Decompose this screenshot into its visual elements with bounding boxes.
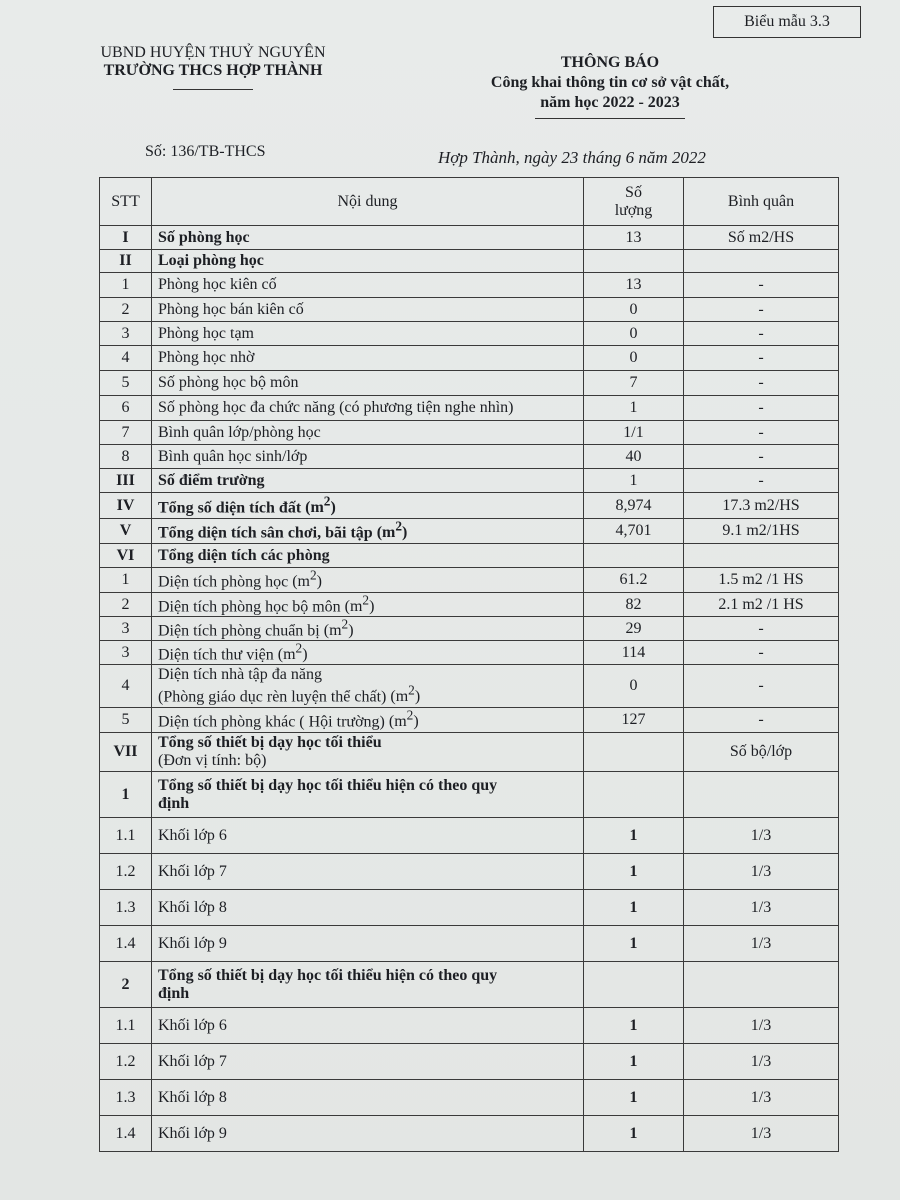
table-row [100,322,839,346]
row-content-text: Diện tích phòng chuẩn bị [158,621,320,639]
row-average: - [684,273,839,298]
row-stt: 1.4 [100,926,152,962]
row-content [152,1044,584,1080]
row-content-text: Khối lớp 6 [158,826,227,844]
table-body [100,226,839,1152]
row-quantity: 1 [584,818,684,854]
row-unit: $(m^2)$ [301,493,336,516]
row-average: - [684,346,839,371]
row-average: 1.5 m2 /1 HS [684,568,839,593]
row-stt: VI [100,544,152,568]
row-quantity: 0 [584,346,684,371]
row-average: - [684,322,839,346]
form-tag: Biểu mẫu 3.3 [713,6,861,38]
row-content [152,544,584,568]
org-divider [173,89,253,90]
row-content-text: Khối lớp 6 [158,1016,227,1034]
row-average: - [684,641,839,665]
row-stt: 5 [100,371,152,396]
row-content [152,371,584,396]
table-row [100,544,839,568]
row-quantity: 1 [584,396,684,421]
row-content-text: Tổng diện tích các phòng [158,546,330,564]
notice-subtitle: Công khai thông tin cơ sở vật chất, [490,74,730,91]
row-average: - [684,469,839,493]
row-quantity: 29 [584,617,684,641]
row-content [152,818,584,854]
unit-text: m [395,688,409,706]
issuing-organization [78,44,348,90]
row-quantity: 1 [584,890,684,926]
row-content [152,854,584,890]
table-row [100,493,839,519]
row-quantity: 40 [584,445,684,469]
row-average: 1/3 [684,890,839,926]
table-row [100,665,839,708]
row-unit: $(m^2)$ [340,592,375,615]
row-content-text: Khối lớp 8 [158,1088,227,1106]
row-content-text-line2: (Đơn vị tính: bộ) [158,752,267,769]
row-stt: 3 [100,641,152,665]
row-stt: 2 [100,298,152,322]
row-content [152,641,584,665]
row-quantity: 1/1 [584,421,684,445]
row-content-text: Tổng số thiết bị dạy học tối thiểu hiện có theo quy [158,966,498,984]
row-average [684,772,839,818]
row-content-text: Phòng học bán kiên cố [158,300,304,318]
notice-title: THÔNG BÁO [560,54,660,71]
table-row [100,469,839,493]
row-quantity [584,962,684,1008]
row-quantity: 1 [584,469,684,493]
date-line: Hợp Thành, ngày 23 tháng 6 năm 2022 [438,148,706,167]
row-content [152,772,584,818]
row-stt: II [100,250,152,273]
row-content-text-line2: định [158,794,190,812]
row-content-text: Khối lớp 7 [158,862,227,880]
row-stt: 1 [100,568,152,593]
row-unit: $(m^2)$ [386,682,421,706]
notice-divider [535,118,685,119]
row-content-text: Bình quân lớp/phòng học [158,423,321,441]
table-header-row [100,178,839,226]
row-quantity: 7 [584,371,684,396]
table-row [100,708,839,733]
header-quantity [584,178,684,226]
table-row [100,772,839,818]
row-quantity: 4,701 [584,519,684,544]
table-row [100,1008,839,1044]
row-content-text: Số điểm trường [158,471,265,489]
row-quantity: 1 [584,1008,684,1044]
row-content [152,469,584,493]
table-row [100,421,839,445]
row-content-text: Số phòng học đa chức năng (có phương tiện nghe nhìn) [158,399,514,417]
header-average: Bình quân [684,178,839,226]
row-average [684,250,839,273]
row-content [152,493,584,519]
row-content-text: Khối lớp 9 [158,1124,227,1142]
row-stt: 2 [100,962,152,1008]
row-average: 9.1 m2/1HS [684,519,839,544]
table-row [100,890,839,926]
row-stt: 4 [100,346,152,371]
row-content-text: Bình quân học sinh/lớp [158,447,308,465]
table-row [100,226,839,250]
row-stt: 1.2 [100,1044,152,1080]
row-content-text: Khối lớp 8 [158,898,227,916]
row-stt: 6 [100,396,152,421]
table-row [100,641,839,665]
row-stt: 1 [100,772,152,818]
row-average: 1/3 [684,1008,839,1044]
row-content [152,346,584,371]
row-quantity: 13 [584,226,684,250]
row-content-text: Tổng số diện tích đất [158,498,302,516]
row-content [152,519,584,544]
row-content-text: Diện tích thư viện [158,645,274,663]
row-average: - [684,617,839,641]
table-row [100,519,839,544]
row-stt: 1.3 [100,890,152,926]
row-stt: 1.1 [100,1008,152,1044]
row-quantity [584,250,684,273]
row-quantity: 1 [584,1080,684,1116]
row-quantity: 1 [584,854,684,890]
row-stt: 1 [100,273,152,298]
row-stt: 2 [100,593,152,617]
row-quantity: 1 [584,1044,684,1080]
row-quantity: 0 [584,322,684,346]
row-content [152,733,584,772]
header-quantity-line1: Số [625,183,642,201]
row-average [684,544,839,568]
row-content-text: Số phòng học bộ môn [158,374,299,392]
row-content [152,250,584,273]
row-average: 2.1 m2 /1 HS [684,593,839,617]
table-row [100,371,839,396]
table-row [100,733,839,772]
row-stt: 8 [100,445,152,469]
row-content-text: Diện tích phòng học bộ môn [158,597,341,615]
table-row [100,818,839,854]
row-content [152,226,584,250]
row-average: - [684,421,839,445]
row-average: Số bộ/lớp [684,733,839,772]
table-row [100,445,839,469]
row-quantity [584,772,684,818]
table-row [100,962,839,1008]
row-content-text: Diện tích nhà tập đa năng [158,666,322,684]
row-average: 1/3 [684,1044,839,1080]
table-row [100,273,839,298]
table-row [100,854,839,890]
document-number: Số: 136/TB-THCS [145,143,266,160]
row-quantity: 8,974 [584,493,684,519]
table-row [100,396,839,421]
row-quantity [584,733,684,772]
row-content-text: Tổng số thiết bị dạy học tối thiểu hiện có theo quy [158,776,498,794]
table-row [100,926,839,962]
row-average: 1/3 [684,1116,839,1152]
row-content-text: Số phòng học [158,228,250,246]
row-average [684,962,839,1008]
row-content [152,926,584,962]
row-quantity: 82 [584,593,684,617]
row-average: - [684,708,839,733]
table-row [100,568,839,593]
row-stt: 1.3 [100,1080,152,1116]
row-content-text: Khối lớp 7 [158,1052,227,1070]
row-average: - [684,445,839,469]
row-content [152,890,584,926]
row-quantity: 0 [584,298,684,322]
table-row [100,617,839,641]
row-stt: 7 [100,421,152,445]
facilities-table [99,177,839,1152]
table-row [100,593,839,617]
row-average: - [684,396,839,421]
row-content [152,322,584,346]
row-average: - [684,298,839,322]
row-unit: $(m^2)$ [372,519,408,542]
row-average: - [684,665,839,708]
row-content [152,593,584,617]
row-content-text: Phòng học nhờ [158,349,255,367]
row-average: 1/3 [684,854,839,890]
row-content-text: Tổng diện tích sân chơi, bãi tập [158,524,373,542]
org-line-2: TRƯỜNG THCS HỢP THÀNH [103,62,323,79]
row-content [152,665,584,708]
row-content [152,962,584,1008]
row-content-text-line2: định [158,984,190,1002]
header-quantity-line2: lượng [614,201,653,219]
row-average: 17.3 m2/HS [684,493,839,519]
row-quantity: 114 [584,641,684,665]
row-stt: I [100,226,152,250]
row-content [152,396,584,421]
row-unit: $(m^2)$ [384,708,419,731]
row-content-text: Phòng học kiên cố [158,276,277,294]
row-stt: 1.2 [100,854,152,890]
row-quantity: 127 [584,708,684,733]
row-content [152,1008,584,1044]
row-content [152,298,584,322]
row-quantity: 1 [584,1116,684,1152]
row-content [152,445,584,469]
row-content-text: Tổng số thiết bị dạy học tối thiểu [158,734,382,752]
row-content [152,568,584,593]
notice-heading [430,54,790,119]
table-row [100,1080,839,1116]
org-line-1: UBND HUYỆN THUỶ NGUYÊN [100,44,326,61]
row-average: - [684,371,839,396]
row-average: 1/3 [684,818,839,854]
row-stt: 1.1 [100,818,152,854]
row-content-text: Khối lớp 9 [158,934,227,952]
row-quantity: 13 [584,273,684,298]
row-content [152,421,584,445]
table-row [100,298,839,322]
row-stt: V [100,519,152,544]
header-content: Nội dung [152,178,584,226]
header-stt: STT [100,178,152,226]
row-stt: 3 [100,617,152,641]
row-quantity: 61.2 [584,568,684,593]
table-row [100,250,839,273]
row-unit: $(m^2)$ [273,640,308,663]
row-average: 1/3 [684,1080,839,1116]
row-stt: III [100,469,152,493]
row-stt: 3 [100,322,152,346]
row-quantity: 1 [584,926,684,962]
row-content [152,273,584,298]
row-stt: 5 [100,708,152,733]
row-unit: $(m^2)$ [288,568,322,591]
row-average: 1/3 [684,926,839,962]
row-content-text: Diện tích phòng học [158,573,289,591]
row-content [152,1080,584,1116]
row-content [152,617,584,641]
row-content-text: Phòng học tạm [158,324,254,342]
row-stt: IV [100,493,152,519]
table-row [100,1044,839,1080]
row-quantity [584,544,684,568]
notice-school-year: năm học 2022 - 2023 [540,94,680,111]
row-quantity: 0 [584,665,684,708]
table-row [100,346,839,371]
row-content-text-line2: (Phòng giáo dục rèn luyện thể chất) $(m^2)$ [158,682,421,706]
row-content [152,1116,584,1152]
row-stt: 4 [100,665,152,708]
row-stt: 1.4 [100,1116,152,1152]
row-stt: VII [100,733,152,772]
row-content [152,708,584,733]
row-content-text: Diện tích phòng khác ( Hội trường) [158,713,385,731]
row-content-text: Loại phòng học [158,252,264,270]
table-row [100,1116,839,1152]
row-average: Số m2/HS [684,226,839,250]
row-unit: $(m^2)$ [319,616,354,639]
